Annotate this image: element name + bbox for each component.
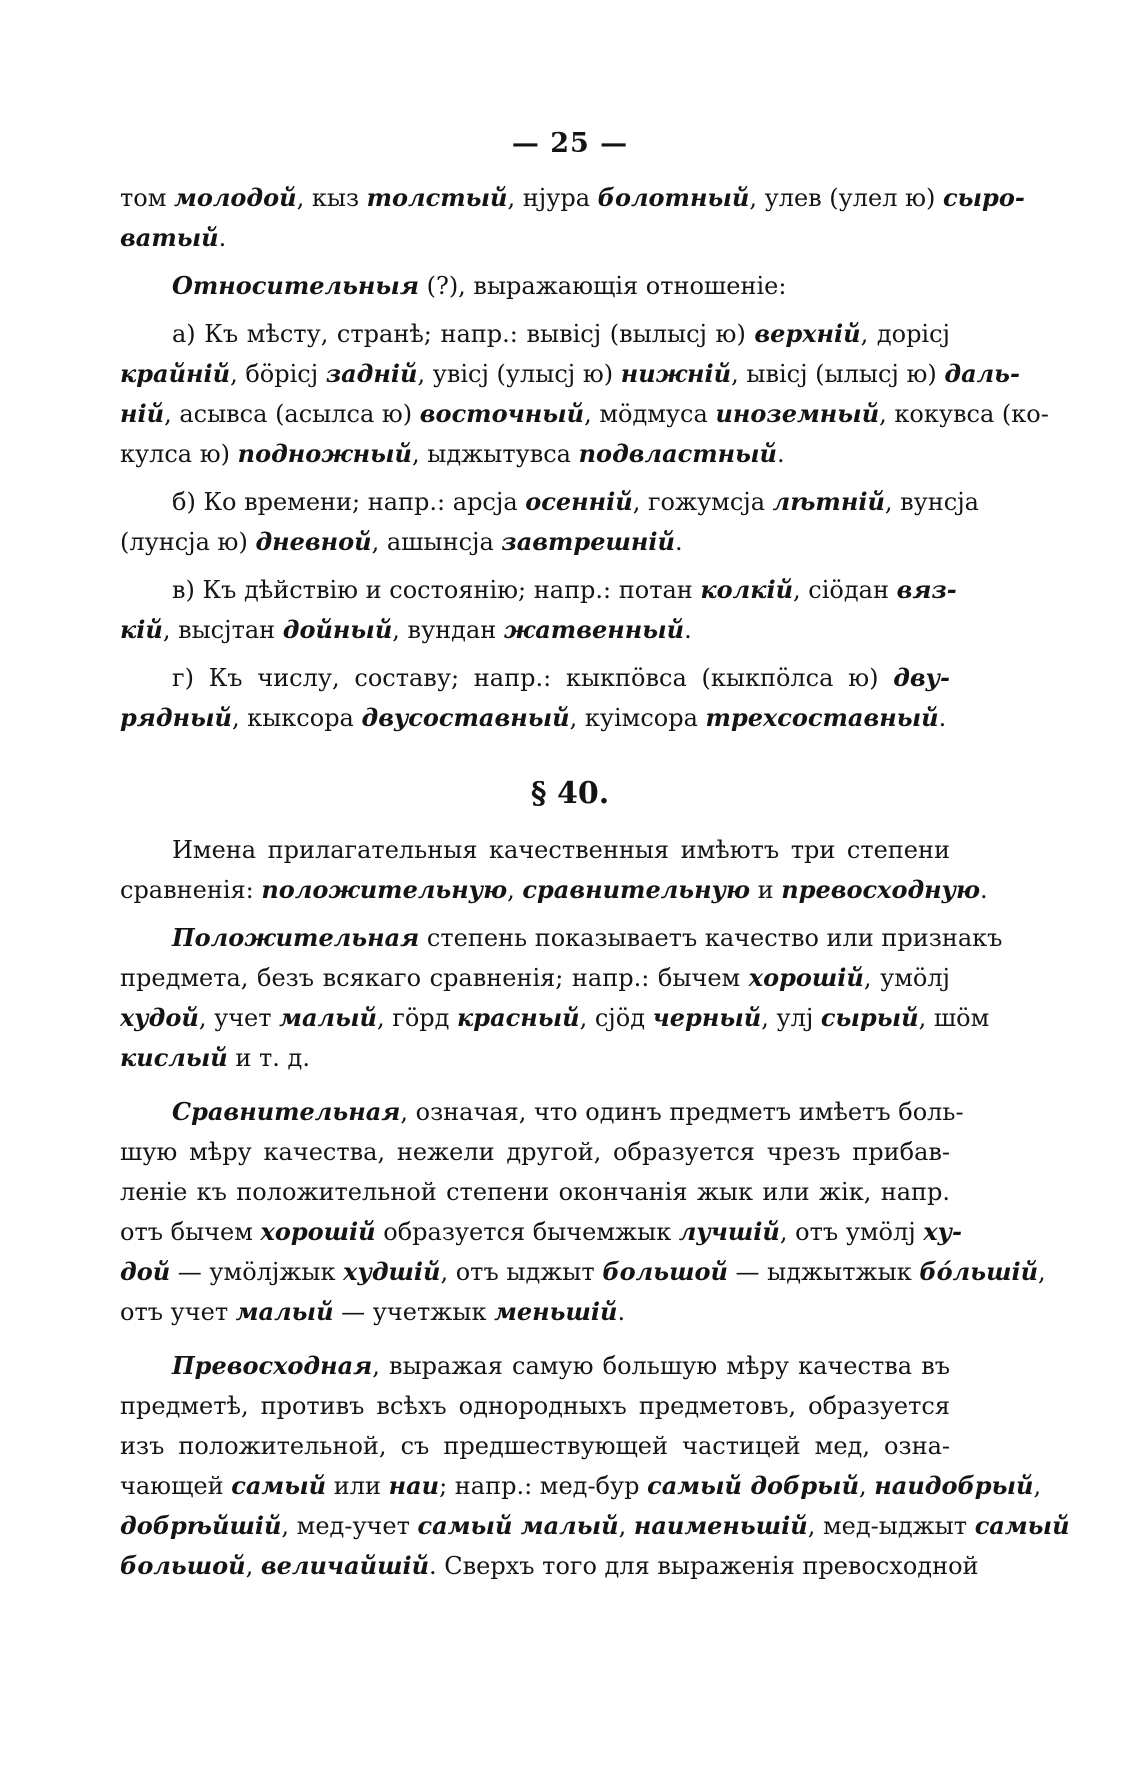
paragraph-g <box>120 658 950 738</box>
paragraph-degrees <box>120 830 988 910</box>
paragraph-comparative <box>120 1092 1046 1332</box>
text-line: в) Къ дѣйствію и состоянію; напр.: потан колкій, сіöдан вяз- <box>172 575 957 604</box>
text-line: кій, высјтан дойный, вундан жатвенный. <box>120 615 692 644</box>
text-line: предмета, безъ всякаго сравненія; напр.: бычем хорошій, умöлј <box>120 963 951 992</box>
text-line: том молодой, кыз толстый, нјура болотный, улев (улел ю) сыро- <box>120 183 1025 212</box>
page-number: — 25 — <box>511 128 629 159</box>
text-line: Превосходная, выражая самую большую мѣру качества въ <box>172 1351 950 1380</box>
paragraph-b <box>120 482 979 562</box>
text-line: рядный, кыксора двусоставный, куімсора трехсоставный. <box>120 703 947 732</box>
text-line: б) Ко времени; напр.: арсја осенній, гожумсја лѣтній, вунсја <box>172 487 979 516</box>
text-block-1 <box>120 178 1049 738</box>
text-line: шую мѣру качества, нежели другой, образуется чрезъ прибав- <box>120 1138 950 1166</box>
text-line: Относительныя (?), выражающія отношеніе: <box>172 271 787 300</box>
text-line: ній, асывса (асылса ю) восточный, мöдмуса иноземный, кокувса (ко- <box>120 399 1049 428</box>
text-line: отъ бычем хорошій образуется бычемжык лучшій, отъ умöлј ху- <box>120 1217 962 1246</box>
text-line: кислый и т. д. <box>120 1043 310 1072</box>
text-line: Сравнительная, означая, что одинъ предметъ имѣетъ боль- <box>172 1097 964 1126</box>
text-line: худой, учет малый, гöрд красный, сјöд черный, улј сырый, шöм <box>120 1003 990 1032</box>
text-line: сравненія: положительную, сравнительную и превосходную. <box>120 875 988 904</box>
paragraph-positive <box>120 918 1003 1078</box>
text-line: изъ положительной, съ предшествующей частицей мед, озна- <box>120 1432 950 1460</box>
paragraph-relative <box>120 266 950 306</box>
paragraph-continuation <box>120 178 1025 258</box>
paragraph-superlative <box>120 1346 1070 1586</box>
text-line: крайній, бöрісј задній, увісј (улысј ю) нижній, ывісј (ылысј ю) даль- <box>120 359 1020 388</box>
text-line: дой — умöлјжык худшій, отъ ыджыт большой — ыджытжык бóльшій, <box>120 1257 1046 1286</box>
text-line: г) Къ числу, составу; напр.: кыкпöвса (кыкпöлса ю) дву- <box>172 663 950 692</box>
text-line: большой, величайшій. Сверхъ того для выраженія превосходной <box>120 1551 979 1580</box>
text-line: а) Къ мѣсту, странѣ; напр.: вывісј (вылысј ю) верхній, дорісј <box>172 319 950 348</box>
text-line: добрѣйшій, мед-учет самый малый, наименьшій, мед-ыджыт самый <box>120 1511 1070 1540</box>
text-line: кулса ю) подножный, ыджытувса подвластный. <box>120 439 785 468</box>
text-line: отъ учет малый — учетжык меньшій. <box>120 1297 626 1326</box>
text-block-2 <box>120 830 1070 1586</box>
text-line: Положительная степень показываетъ качество или признакъ <box>172 923 1003 952</box>
text-line: леніе къ положительной степени окончанія жык или жік, напр. <box>120 1178 950 1206</box>
text-line: (лунсја ю) дневной, ашынсја завтрешній. <box>120 527 683 556</box>
text-line: ватый. <box>120 223 227 252</box>
text-line: предметѣ, противъ всѣхъ однородныхъ предметовъ, образуется <box>120 1392 950 1420</box>
text-line: Имена прилагательныя качественныя имѣютъ три степени <box>172 836 950 864</box>
text-line: чающей самый или наи; напр.: мед-бур самый добрый, наидобрый, <box>120 1471 1042 1500</box>
paragraph-a <box>120 314 1049 474</box>
section-title: § 40. <box>530 776 610 811</box>
paragraph-v <box>120 570 957 650</box>
